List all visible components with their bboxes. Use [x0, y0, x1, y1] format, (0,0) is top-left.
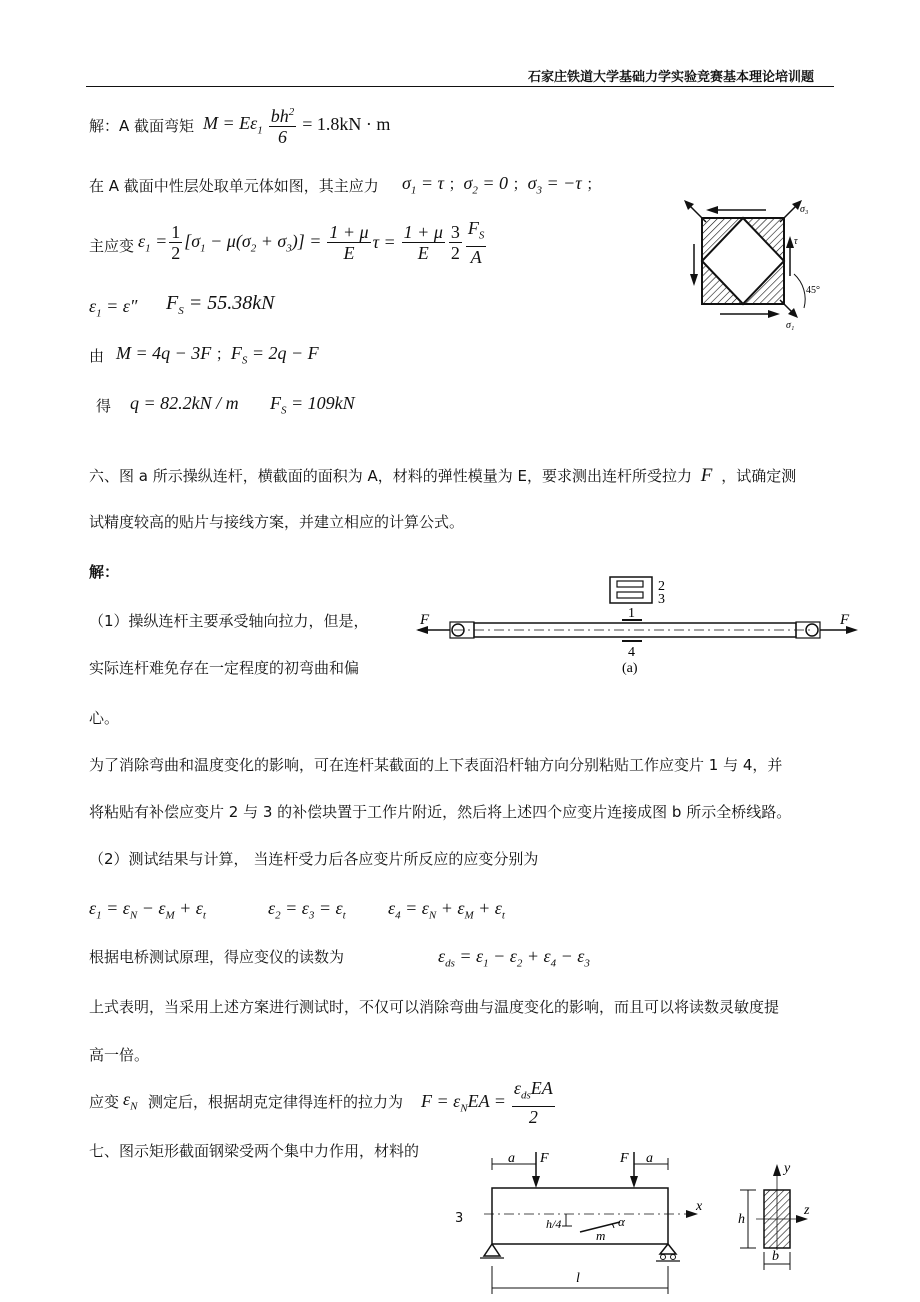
q6-force-symbol: F	[700, 465, 713, 486]
section-label-z: z	[804, 1203, 810, 1218]
force-left-label: F	[420, 612, 430, 628]
q6-solution-label: 解：	[89, 563, 120, 581]
strain-formula: $\varepsilon_1$ = $\frac{1}{2}$ $[\sigma_1 - \mu(\sigma_2 + \sigma_3)]$ = $\frac{1 + \mu}{E}$ τ = $\frac{1 + \mu}{E}$ $\frac{3}{2}$ $\frac{F_S}{A}$	[138, 218, 485, 267]
from-label: 由	[89, 347, 105, 365]
force-right-label: F	[840, 612, 850, 628]
strain-equal: $\varepsilon_1 = \varepsilon''$	[89, 296, 138, 320]
eq-m: M = 4q − 3F ；$F_S = 2q - F$	[116, 343, 319, 367]
final-formula: $F = \varepsilon_NEA$ = $\frac{\varepsilon_{ds}EA}{2}$	[421, 1078, 553, 1127]
bridge-text: 根据电桥测试原理，得应变仪的读数为	[89, 948, 345, 966]
beam-label-alpha: α	[618, 1214, 625, 1229]
strain-prefix: 主应变	[89, 237, 135, 255]
q6-para1-line1: （1）操纵连杆主要承受轴向拉力，但是，	[89, 612, 369, 630]
page-number: 3	[455, 1211, 464, 1226]
result-q: q = 82.2kN / m	[130, 393, 239, 413]
beam-label-a1: a	[508, 1151, 515, 1166]
final-mid: 测定后，根据胡克定律得连杆的拉力为	[148, 1093, 404, 1111]
q6-line2: 试精度较高的贴片与接线方案，并建立相应的计算公式。	[89, 513, 465, 531]
strain-eq2: $\varepsilon_2 = \varepsilon_3 = \varepsilon_t$	[268, 898, 346, 922]
gauge-label-1: 1	[628, 606, 635, 621]
section-label-h: h	[738, 1212, 745, 1227]
figure-caption-a: (a)	[622, 661, 638, 676]
q6-para3: （2）测试结果与计算， 当连杆受力后各应变片所反应的应变分别为	[89, 850, 539, 868]
beam-label-x: x	[696, 1199, 703, 1214]
moment-formula: $M = E\varepsilon_1$ $\frac{bh^2}{6}$ = 1.8kN · m	[203, 102, 390, 147]
q6-para1-line2: 实际连杆难免存在一定程度的初弯曲和偏	[89, 659, 360, 677]
label-tau: τ	[794, 236, 798, 247]
bridge-formula: $\varepsilon_{ds} = \varepsilon_1 - \varepsilon_2 + \varepsilon_4 - \varepsilon_3$	[438, 946, 590, 970]
q6-line1: 六、图 a 所示操纵连杆，横截面的面积为 A，材料的弹性模量为 E，要求测出连杆所受拉力 F ，试确定测	[89, 465, 797, 486]
strain-eq3: $\varepsilon_4 = \varepsilon_N + \varepsilon_M + \varepsilon_t$	[388, 898, 505, 922]
beam-label-l: l	[576, 1271, 580, 1286]
moment-result: = 1.8kN · m	[302, 114, 391, 134]
label-sigma1: σ₁	[786, 320, 795, 331]
result-fs: $F_S = 109kN$	[270, 393, 355, 417]
q6-para2-line2: 将粘贴有补偿应变片 2 与 3 的补偿块置于工作片附近，然后将上述四个应变片连接成图 b 所示全桥线路。	[89, 803, 792, 821]
header-rule	[86, 86, 834, 87]
q6-para2-line1: 为了消除弯曲和温度变化的影响，可在连杆某截面的上下表面沿杆轴方向分别粘贴工作应变片 1 与 4，并	[89, 756, 783, 774]
label-sigma3: σ₃	[800, 204, 809, 215]
section-label-y: y	[784, 1161, 791, 1176]
cross-section-figure	[736, 1160, 816, 1274]
beam-label-f1: F	[540, 1151, 549, 1166]
principal-stress-text: 在 A 截面中性层处取单元体如图，其主应力	[89, 177, 379, 195]
fs-value: $F_S = 55.38kN$	[166, 292, 275, 317]
label-angle: 45°	[806, 285, 820, 296]
conclusion-line2: 高一倍。	[89, 1046, 150, 1064]
conclusion-line1: 上式表明，当采用上述方案进行测试时，不仅可以消除弯曲与温度变化的影响，而且可以将读数灵敏度提	[89, 998, 780, 1016]
beam-figure	[480, 1148, 712, 1300]
gauge-label-2: 2	[658, 579, 665, 594]
q6-para1-line3: 心。	[89, 709, 120, 727]
strain-eq1: $\varepsilon_1 = \varepsilon_N - \varepsilon_M + \varepsilon_t$	[89, 898, 206, 922]
beam-label-m: m	[596, 1228, 606, 1243]
linkage-figure	[414, 572, 860, 678]
page-header-title: 石家庄铁道大学基础力学实验竞赛基本理论培训题	[528, 70, 815, 85]
gauge-label-4: 4	[628, 645, 635, 660]
final-prefix: 应变	[89, 1093, 120, 1111]
beam-label-f2: F	[620, 1151, 629, 1166]
stress-element-figure	[676, 196, 836, 336]
section-label-b: b	[772, 1249, 779, 1264]
moment-prefix: 解：A 截面弯矩	[89, 117, 195, 135]
gauge-label-3: 3	[658, 592, 665, 607]
get-label: 得	[96, 397, 112, 415]
beam-label-a2: a	[646, 1151, 653, 1166]
beam-label-h4: h/4	[546, 1217, 562, 1231]
final-epsilon-n: $\varepsilon_N$	[123, 1089, 138, 1113]
q7-question: 七、图示矩形截面钢梁受两个集中力作用，材料的	[89, 1142, 420, 1160]
principal-stress-values: $\sigma_1 = \tau$ ；$\sigma_2 = 0$ ；$\sigma_3 = -\tau$ ；	[402, 173, 602, 197]
